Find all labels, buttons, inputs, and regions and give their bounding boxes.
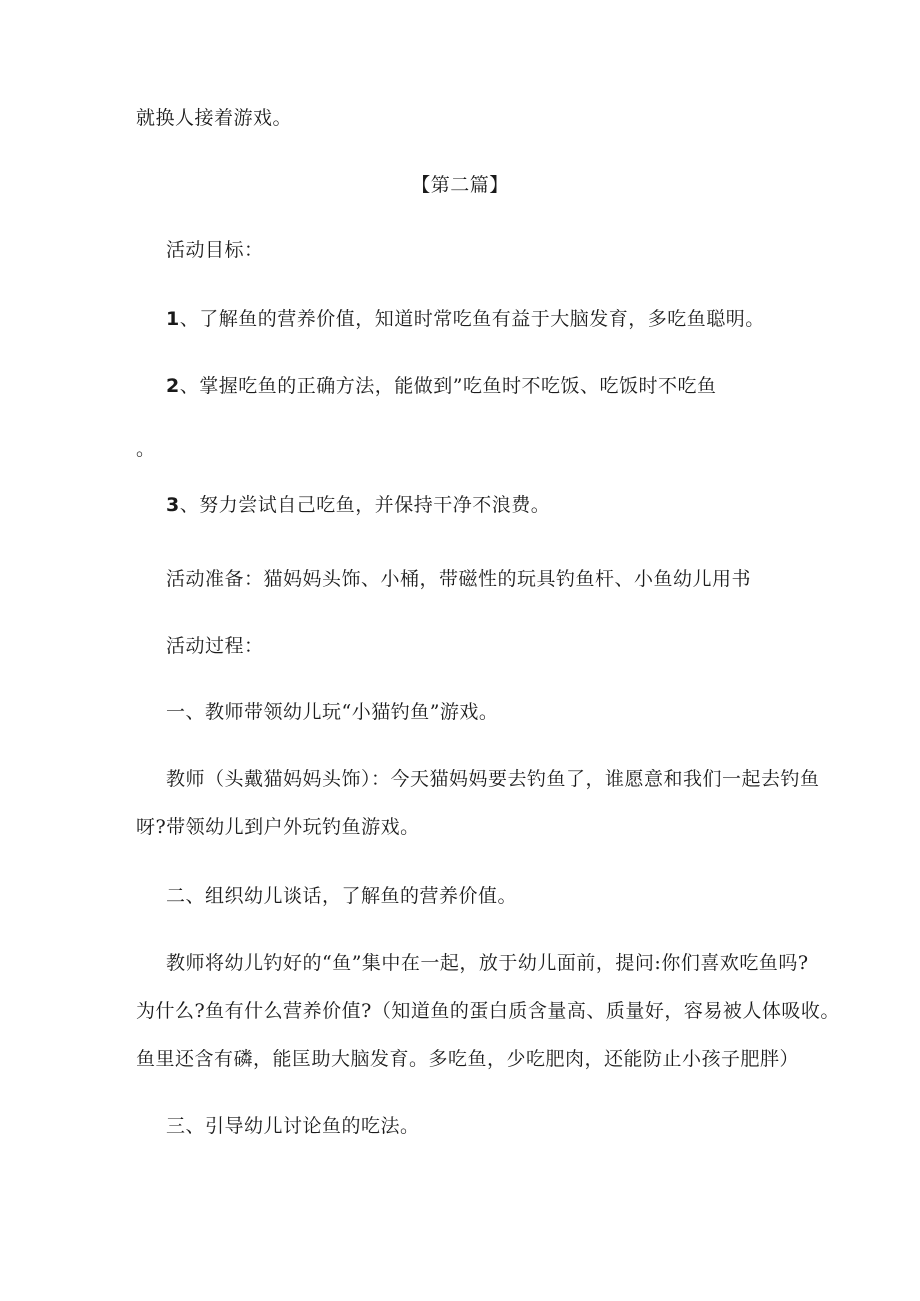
- step-1-heading: 一、教师带领幼儿玩“小猫钓鱼”游戏。: [166, 701, 499, 723]
- step-1-paragraph-line-1: 教师（头戴猫妈妈头饰）：今天猫妈妈要去钓鱼了，谁愿意和我们一起去钓鱼: [166, 768, 820, 790]
- section-heading: 【第二篇】: [411, 174, 509, 196]
- step-3-heading: 三、引导幼儿讨论鱼的吃法。: [166, 1115, 420, 1137]
- preparation-line: 活动准备：猫妈妈头饰、小桶，带磁性的玩具钓鱼杆、小鱼幼儿用书: [166, 568, 752, 590]
- goal-item-3: [166, 493, 550, 517]
- goal-number-1: 1: [166, 308, 180, 330]
- step-2-heading: 二、组织幼儿谈话，了解鱼的营养价值。: [166, 885, 518, 907]
- goal-text-3: 、努力尝试自己吃鱼，并保持干净不浪费。: [179, 494, 551, 516]
- step-2-paragraph-line-3: 鱼里还含有磷，能匡助大脑发育。多吃鱼，少吃肥肉，还能防止小孩子肥胖）: [136, 1048, 800, 1070]
- goal-item-1: [166, 307, 765, 331]
- step-2-paragraph-line-2: 为什么?鱼有什么营养价值?（知道鱼的蛋白质含量高、质量好，容易被人体吸收。: [136, 1000, 840, 1022]
- goal-item-2: [166, 374, 716, 398]
- goal-number-3: 3: [166, 494, 180, 516]
- goal-number-2: 2: [166, 375, 180, 397]
- step-2-paragraph-line-1: 教师将幼儿钓好的“鱼”集中在一起，放于幼儿面前，提问:你们喜欢吃鱼吗?: [166, 952, 809, 974]
- process-heading: 活动过程：: [166, 635, 264, 657]
- text-line-continuation: 就换人接着游戏。: [136, 107, 293, 129]
- goal-text-1: 、了解鱼的营养价值，知道时常吃鱼有益于大脑发育，多吃鱼聪明。: [179, 308, 765, 330]
- goal-text-2: 、掌握吃鱼的正确方法，能做到”吃鱼时不吃饭、吃饭时不吃鱼: [179, 375, 717, 397]
- goal-2-period: 。: [136, 438, 156, 460]
- goals-heading: 活动目标：: [166, 239, 264, 261]
- step-1-paragraph-line-2: 呀?带领幼儿到户外玩钓鱼游戏。: [136, 816, 420, 838]
